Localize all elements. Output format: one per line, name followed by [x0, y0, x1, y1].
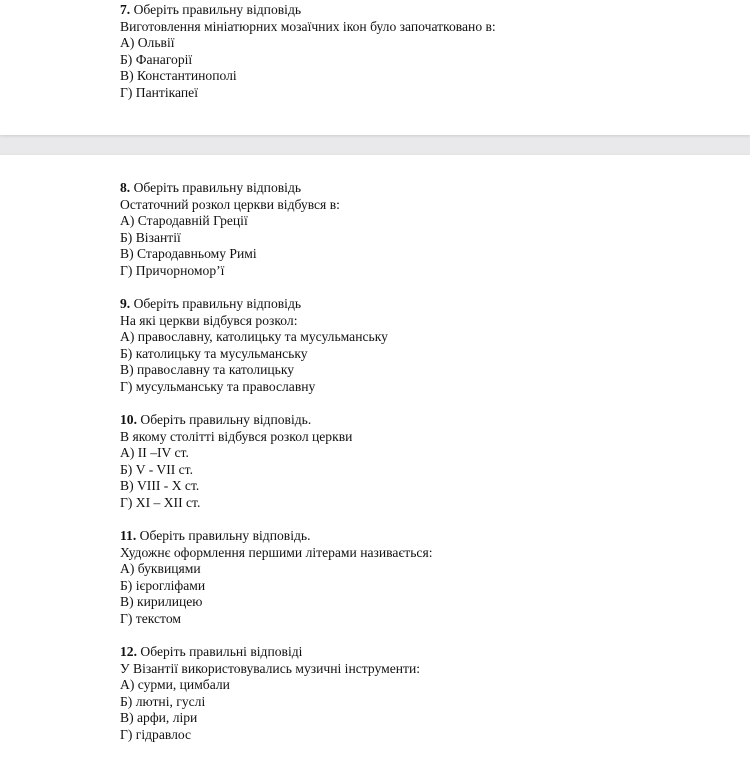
answer-option-d: Г) Пантікапеї — [120, 84, 198, 100]
question-header — [120, 2, 496, 19]
question-header — [120, 296, 388, 313]
answer-option-a: А) сурми, цимбали — [120, 677, 230, 693]
answer-option-a: А) Ольвії — [120, 35, 175, 51]
question-12 — [120, 644, 420, 744]
answer-option-c: В) VIII - X ст. — [120, 478, 200, 494]
question-header — [120, 528, 432, 545]
answer-option-a: А) II –IV ст. — [120, 445, 189, 461]
question-number: 7. — [120, 2, 131, 17]
answer-option-a: А) буквицями — [120, 561, 201, 577]
answer-option-a: А) Стародавній Греції — [120, 213, 248, 229]
question-number: 10. — [120, 412, 137, 427]
answer-option-c: В) кирилицею — [120, 594, 203, 610]
answer-option-a: А) православну, католицьку та мусульманську — [120, 329, 388, 345]
question-header — [120, 412, 352, 429]
answer-option-b: Б) католицьку та мусульманську — [120, 345, 308, 361]
answer-option-b: Б) лютні, гуслі — [120, 693, 206, 709]
document-page-2 — [0, 155, 750, 760]
answer-option-d: Г) Причорномор’ї — [120, 262, 225, 278]
question-instruction: Оберіть правильну відповідь — [133, 180, 302, 195]
question-instruction: Оберіть правильну відповідь. — [140, 412, 312, 427]
question-9 — [120, 296, 388, 396]
question-number: 9. — [120, 296, 131, 311]
answer-option-d: Г) мусульманську та православну — [120, 378, 316, 394]
question-11 — [120, 528, 432, 628]
question-instruction: Оберіть правильну відповідь — [133, 2, 302, 17]
question-instruction: Оберіть правильну відповідь. — [139, 528, 311, 543]
question-text: На які церкви відбувся розкол: — [120, 312, 298, 328]
question-text: Виготовлення мініатюрних мозаїчних ікон було започатковано в: — [120, 18, 496, 34]
question-header — [120, 180, 340, 197]
question-text: Художнє оформлення першими літерами називається: — [120, 544, 433, 560]
question-instruction: Оберіть правильну відповідь — [133, 296, 302, 311]
answer-option-d: Г) гідравлос — [120, 726, 192, 742]
question-text: У Візантії використовувались музичні інструменти: — [120, 660, 420, 676]
answer-option-b: Б) V - VII ст. — [120, 461, 193, 477]
question-8 — [120, 180, 340, 280]
question-text: В якому столітті відбувся розкол церкви — [120, 428, 353, 444]
document-page-1 — [0, 0, 750, 135]
answer-option-b: Б) Фанагорії — [120, 51, 193, 67]
question-number: 8. — [120, 180, 131, 195]
question-header — [120, 644, 420, 661]
answer-option-b: Б) ієрогліфами — [120, 577, 206, 593]
question-7 — [120, 2, 496, 102]
answer-option-b: Б) Візантії — [120, 229, 181, 245]
question-10 — [120, 412, 352, 512]
question-instruction: Оберіть правильні відповіді — [140, 644, 303, 659]
answer-option-d: Г) XI – XII ст. — [120, 494, 201, 510]
answer-option-c: В) Константинополі — [120, 68, 237, 84]
question-number: 12. — [120, 644, 137, 659]
answer-option-c: В) Стародавньому Римі — [120, 246, 257, 262]
question-text: Остаточний розкол церкви відбувся в: — [120, 196, 340, 212]
answer-option-c: В) православну та католицьку — [120, 362, 295, 378]
question-number: 11. — [120, 528, 137, 543]
answer-option-d: Г) текстом — [120, 610, 181, 626]
answer-option-c: В) арфи, ліри — [120, 710, 198, 726]
